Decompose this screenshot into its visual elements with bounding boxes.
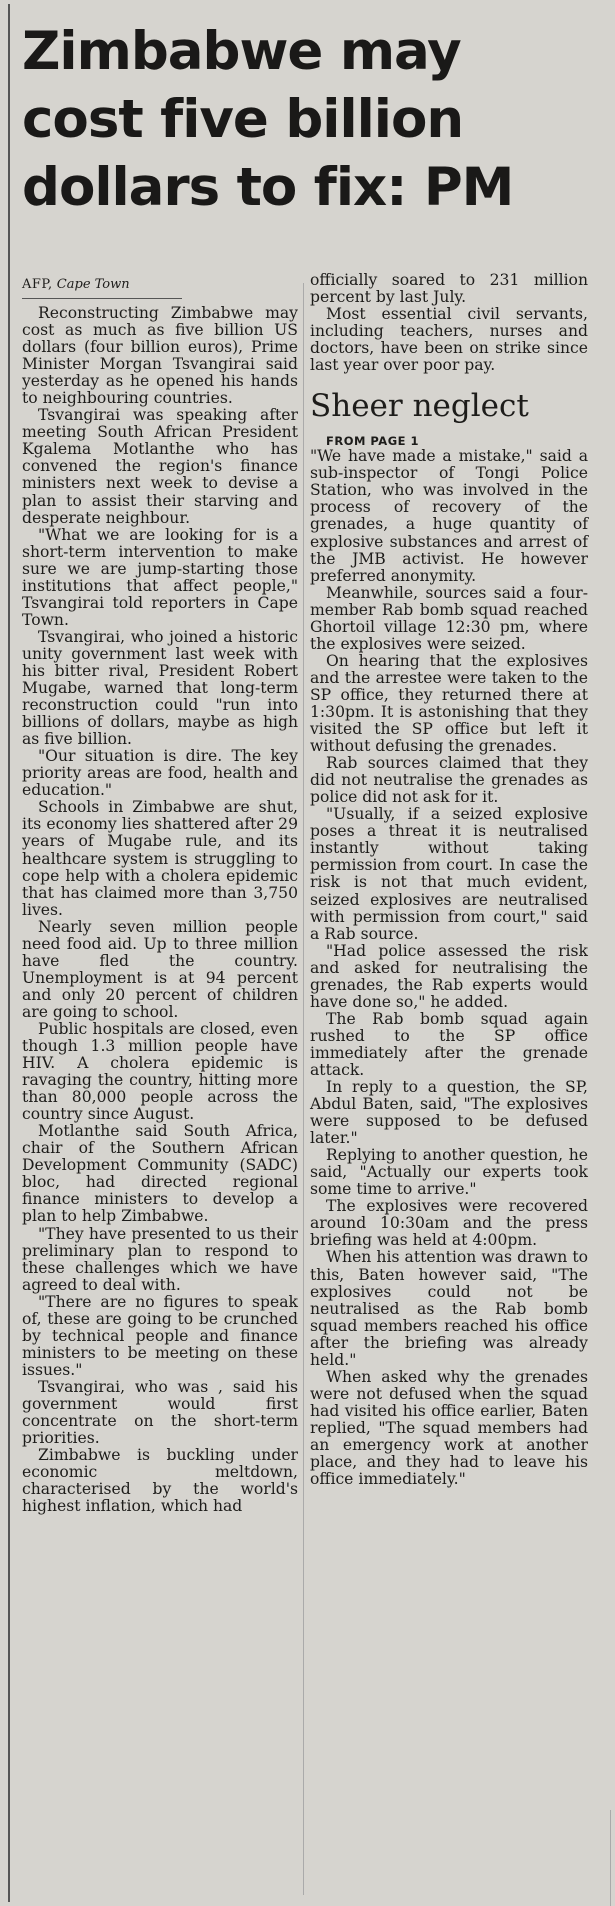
paragraph: Tsvangirai, who was , said his government would first concentrate on the short-term priorities. (22, 1377, 298, 1448)
paragraph: When his attention was drawn to this, Baten however said, "The explosives could not be neutralised as the Rab bomb squad members reached his office after the briefing was already held." (310, 1248, 588, 1369)
paragraph: The explosives were recovered around 10:30am and the press briefing was held at 4:00pm. (310, 1197, 588, 1250)
paragraph: Tsvangirai, who joined a historic unity government last week with his bitter rival, President Robert Mugabe, warned that long-term reconstruction could "run into billions of dollars, maybe as high as five billion. (22, 627, 298, 749)
right-column (310, 272, 588, 1488)
paragraph: "They have presented to us their preliminary plan to respond to these challenges which we have agreed to deal with. (22, 1224, 298, 1294)
paragraph: officially soared to 231 million percent by last July. (310, 271, 588, 307)
paragraph: "Our situation is dire. The key priority areas are food, health and education." (22, 747, 298, 800)
paragraph: Rab sources claimed that they did not neutralise the grenades as police did not ask for it. (310, 754, 588, 807)
sub-headline: Sheer neglect (310, 388, 529, 425)
paragraph: Nearly seven million people need food aid. Up to three million have fled the country. Unemployment is at 94 percent and only 20 percent of children are going to school. (22, 917, 298, 1021)
paragraph: Zimbabwe is buckling under economic meltdown, characterised by the world's highest inflation, which had (22, 1446, 298, 1516)
page-left-rule (8, 4, 10, 1902)
page-right-rule (610, 1810, 611, 1906)
paragraph: Meanwhile, sources said a four-member Rab bomb squad reached Ghortoil village 12:30 pm, where the explosives were seized. (310, 583, 588, 653)
paragraph: On hearing that the explosives and the arrestee were taken to the SP office, they returned there at 1:30pm. It is astonishing that they visited the SP office but left it without defusing the grenades. (310, 651, 588, 756)
paragraph: Most essential civil servants, including teachers, nurses and doctors, have been on strike since last year over poor pay. (310, 305, 588, 375)
paragraph: Public hospitals are closed, even though 1.3 million people have HIV. A cholera epidemic is ravaging the country, hitting more than 80,000 people across the country since August. (22, 1019, 298, 1124)
from-page-label: FROM PAGE 1 (326, 434, 420, 449)
headline-line-2: cost five billion (22, 89, 464, 150)
byline-source: AFP, (22, 277, 53, 292)
headline-line-1: Zimbabwe may (22, 21, 461, 82)
paragraph: Reconstructing Zimbabwe may cost as much as five billion US dollars (four billion euros), Prime Minister Morgan Tsvangirai said yesterday as he opened his hands to neighbouring countries. (22, 304, 298, 408)
paragraph: "There are no figures to speak of, these are going to be crunched by technical people and finance ministers to be meeting on these issues." (22, 1292, 298, 1379)
paragraph: The Rab bomb squad again rushed to the SP office immediately after the grenade attack. (310, 1009, 588, 1079)
paragraph: When asked why the grenades were not defused when the squad had visited his office earlier, Baten replied, "The squad members had an emergency work at another place, and they had to leave his office immediately." (310, 1367, 588, 1489)
left-column (22, 276, 298, 1515)
paragraph: Schools in Zimbabwe are shut, its economy lies shattered after 29 years of Mugabe rule, and its healthcare system is struggling to cope help with a cholera epidemic that has claimed more than 3,750 lives. (22, 798, 298, 919)
headline-line-3: dollars to fix: PM (22, 157, 514, 218)
byline (22, 276, 182, 299)
paragraph: "Usually, if a seized explosive poses a threat it is neutralised instantly without taking permission from court. In case the risk is not that much evident, seized explosives are neutralised with permission from court," said a Rab source. (310, 805, 588, 943)
paragraph: Motlanthe said South Africa, chair of the Southern African Development Community (SADC) bloc, had directed regional finance ministers to develop a plan to help Zimbabwe. (22, 1122, 298, 1226)
paragraph: "What we are looking for is a short-term intervention to make sure we are jump-starting those institutions that affect people," Tsvangirai told reporters in Cape Town. (22, 525, 298, 629)
paragraph: Tsvangirai was speaking after meeting South African President Kgalema Motlanthe who has convened the region's finance ministers next week to devise a plan to assist their starving and desperate neighbour. (22, 406, 298, 527)
paragraph: "We have made a mistake," said a sub-inspector of Tongi Police Station, who was involved in the process of recovery of the grenades, a huge quantity of explosive substances and arrest of the JMB activist. He however preferred anonymity. (310, 447, 588, 585)
paragraph: In reply to a question, the SP, Abdul Baten, said, "The explosives were supposed to be defused later." (310, 1078, 588, 1148)
byline-city: Cape Town (56, 277, 130, 292)
paragraph: Replying to another question, he said, "Actually our experts took some time to arrive." (310, 1146, 588, 1199)
column-divider (303, 283, 304, 1895)
headline (22, 18, 607, 222)
paragraph: "Had police assessed the risk and asked for neutralising the grenades, the Rab experts would have done so," he added. (310, 941, 588, 1011)
